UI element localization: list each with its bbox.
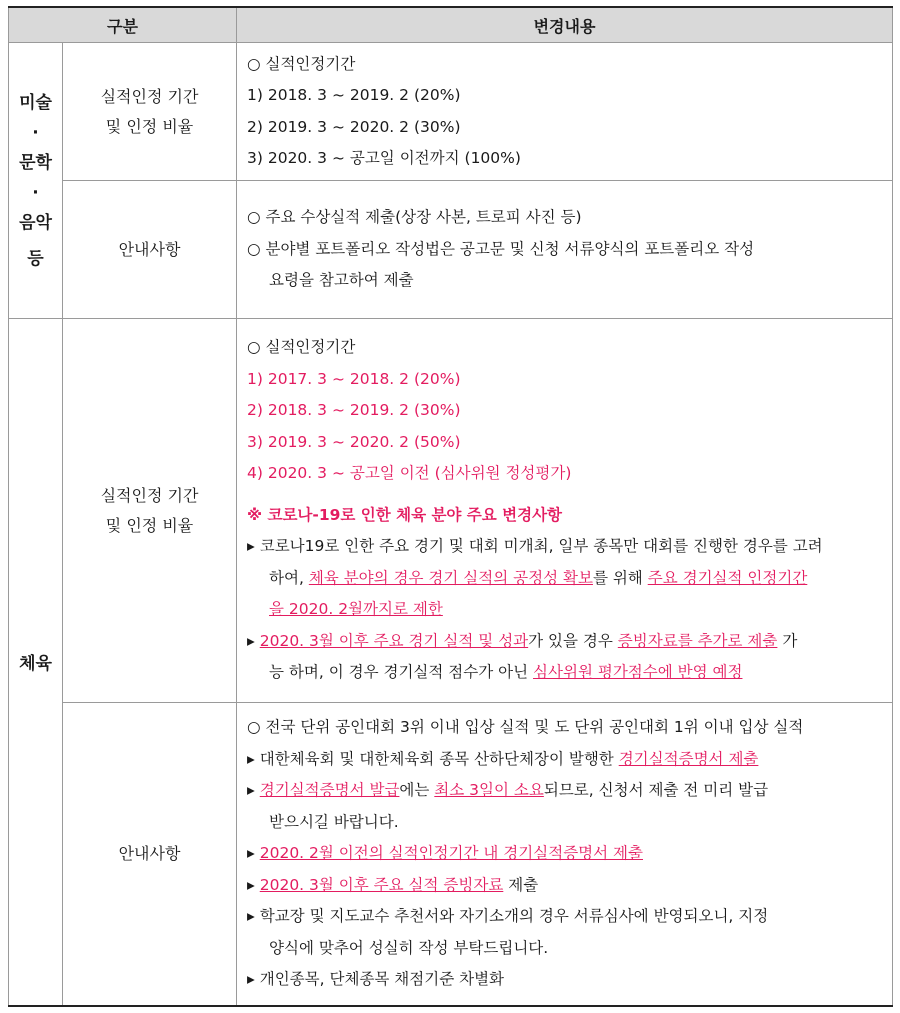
sports-notice-3b: 받으시길 바랍니다. [269,812,399,831]
arts-notice-3: 요령을 참고하여 제출 [269,271,414,290]
sports-period-1: 1) 2017. 3 ~ 2018. 2 (20%) [247,369,461,388]
header-category: 구분 [9,7,237,43]
sports-notice-content [237,703,893,1006]
covid-bullet-2b: 능 하며, 이 경우 경기실적 점수가 아닌 심사위원 평가점수에 반영 예정 [269,663,743,682]
arts-category: 미술 · 문학 · 음악 등 [9,43,63,319]
sports-period-3: 3) 2019. 3 ~ 2020. 2 (50%) [247,432,461,451]
sports-notice-label: 안내사항 [63,703,237,1006]
covid-bullet-2a: ▸ 2020. 3월 이후 주요 경기 실적 및 성과가 있을 경우 증빙자료를 추가로 제출 가 [247,631,798,650]
header-row [9,7,893,43]
covid-notice-title: ※ 코로나-19로 인한 체육 분야 주요 변경사항 [247,505,563,524]
sports-period-label: 실적인정 기간 및 인정 비율 [63,319,237,703]
change-table [8,6,893,1007]
sports-row-period [9,319,893,703]
sports-notice-4: ▸ 2020. 2월 이전의 실적인정기간 내 경기실적증명서 제출 [247,844,643,862]
sports-period-2: 2) 2018. 3 ~ 2019. 2 (30%) [247,401,461,420]
arts-notice-content [237,181,893,319]
covid-bullet-1b: 하여, 체육 분야의 경우 경기 실적의 공정성 확보를 위해 주요 경기실적 인정기간 [269,568,808,587]
sports-notice-6b: 양식에 맞추어 성실히 작성 부탁드립니다. [269,938,549,957]
arts-period-intro: ○ 실적인정기간 [247,54,356,73]
arts-period-content [237,43,893,181]
sports-period-4: 4) 2020. 3 ~ 공고일 이전 (심사위원 정성평가) [247,464,572,483]
sports-notice-2: ▸ 대한체육회 및 대한체육회 종목 산하단체장이 발행한 경기실적증명서 제출 [247,749,759,768]
arts-notice-label: 안내사항 [63,181,237,319]
sports-notice-3: ▸ 경기실적증명서 발급에는 최소 3일이 소요되므로, 신청서 제출 전 미리 발급 [247,781,769,799]
arts-period-label: 실적인정 기간 및 인정 비율 [63,43,237,181]
sports-notice-6: ▸ 학교장 및 지도교수 추천서와 자기소개의 경우 서류심사에 반영되오니, 지정 [247,907,769,925]
arts-period-3: 3) 2020. 3 ~ 공고일 이전까지 (100%) [247,149,521,167]
sports-row-notice [9,703,893,1006]
arts-period-1: 1) 2018. 3 ~ 2019. 2 (20%) [247,86,461,104]
sports-notice-1: ○ 전국 단위 공인대회 3위 이내 입상 실적 및 도 단위 공인대회 1위 이내 입상 실적 [247,718,804,736]
arts-row-notice [9,181,893,319]
sports-category: 체육 [9,319,63,1006]
sports-period-intro: ○ 실적인정기간 [247,338,356,357]
arts-notice-1: ○ 주요 수상실적 제출(상장 사본, 트로피 사진 등) [247,208,582,227]
sports-period-content [237,319,893,703]
arts-notice-2: ○ 분야별 포트폴리오 작성법은 공고문 및 신청 서류양식의 포트폴리오 작성 [247,239,755,258]
covid-bullet-1c: 을 2020. 2월까지로 제한 [269,600,443,619]
covid-bullet-1a: ▸ 코로나19로 인한 주요 경기 및 대회 미개최, 일부 종목만 대회를 진행한 경우를 고려 [247,537,823,556]
arts-period-2: 2) 2019. 3 ~ 2020. 2 (30%) [247,117,461,136]
sports-notice-7: ▸ 개인종목, 단체종목 채점기준 차별화 [247,970,505,988]
sports-notice-5: ▸ 2020. 3월 이후 주요 실적 증빙자료 제출 [247,875,539,894]
header-content: 변경내용 [237,7,893,43]
arts-row-period [9,43,893,181]
